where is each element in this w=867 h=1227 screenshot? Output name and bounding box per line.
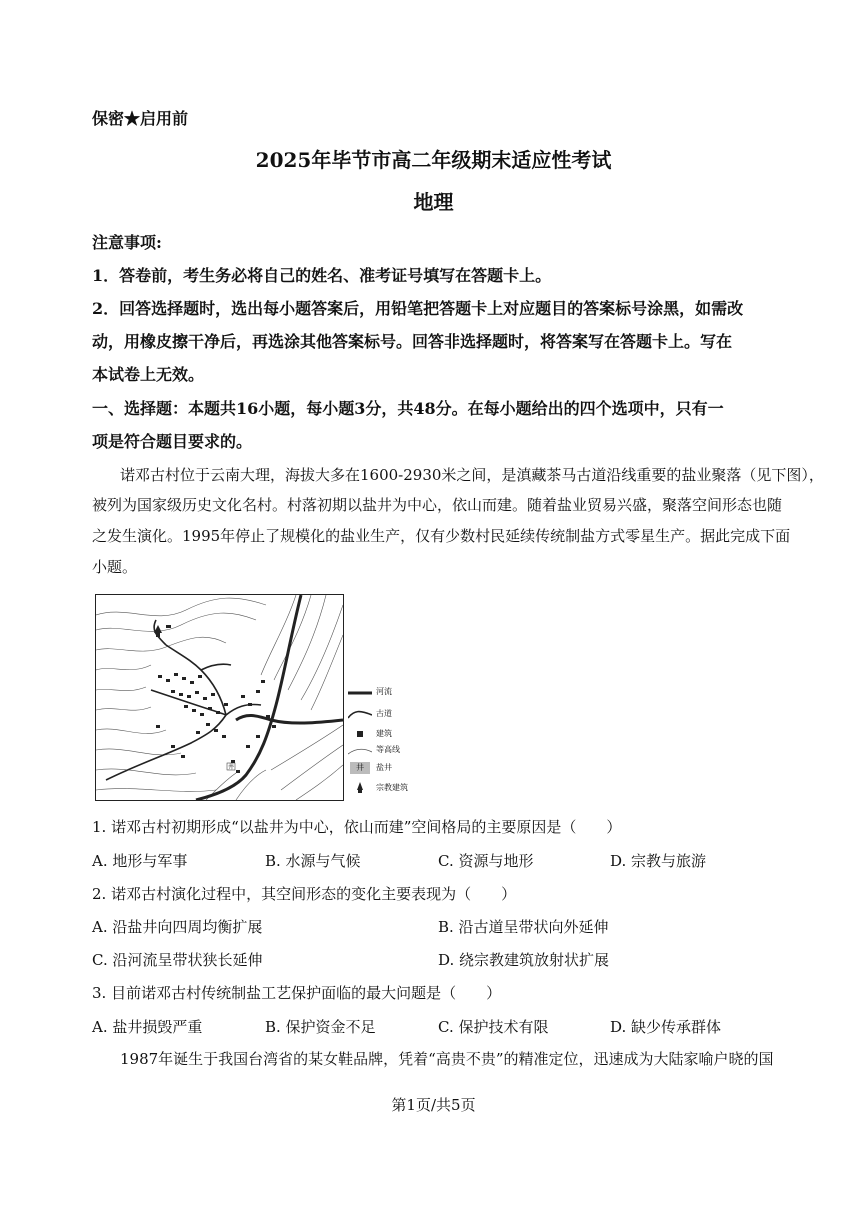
road-symbol-icon (348, 710, 372, 720)
question-1-option-a[interactable]: A. 地形与军事 (92, 852, 188, 870)
question-2-option-b[interactable]: B. 沿古道呈带状向外延伸 (438, 918, 609, 936)
legend-building: 建筑 (346, 728, 436, 742)
salt-well-symbol-icon: 井 (350, 762, 370, 774)
legend-salt-well: 井 盐井 (346, 762, 436, 776)
question-2-option-d[interactable]: D. 绕宗教建筑放射状扩展 (438, 951, 610, 969)
question-3-stem: 3. 目前诺邓古村传统制盐工艺保护面临的最大问题是（ ） (92, 984, 502, 1002)
temple-marker (154, 625, 162, 637)
building-symbol-icon (356, 730, 364, 738)
question-1-option-b[interactable]: B. 水源与气候 (265, 852, 361, 870)
question-3-option-a[interactable]: A. 盐井损毁严重 (92, 1018, 203, 1036)
river-symbol-icon (348, 690, 372, 696)
note-item-2-line-2: 动，用橡皮擦干净后，再选涂其他答案标号。回答非选择题时，将答案写在答题卡上。写在 (92, 332, 733, 351)
legend-religious-building: 宗教建筑 (346, 782, 436, 796)
passage-1-line-3: 之发生演化。1995年停止了规模化的盐业生产，仅有少数村民延续传统制盐方式零星生产。据此完成下面 (92, 527, 791, 545)
salt-well-marker (227, 763, 235, 771)
question-3-option-d[interactable]: D. 缺少传承群体 (610, 1018, 722, 1036)
question-1-option-d[interactable]: D. 宗教与旅游 (610, 852, 707, 870)
map-legend (346, 686, 436, 802)
river-lines (196, 595, 343, 800)
question-2-option-a[interactable]: A. 沿盐井向四周均衡扩展 (92, 918, 263, 936)
legend-road: 古道 (346, 708, 436, 722)
contour-symbol-icon (348, 746, 372, 756)
religious-building-symbol-icon (356, 782, 364, 794)
question-2-stem: 2. 诺邓古村演化过程中，其空间形态的变化主要表现为（ ） (92, 885, 517, 903)
village-map (95, 594, 344, 801)
legend-river: 河流 (346, 686, 436, 700)
note-item-1: 1．答卷前，考生务必将自己的姓名、准考证号填写在答题卡上。 (92, 266, 552, 285)
section-heading-line-2: 项是符合题目要求的。 (92, 432, 253, 451)
svg-text:井: 井 (227, 764, 235, 771)
question-3-option-c[interactable]: C. 保护技术有限 (438, 1018, 549, 1036)
question-2-option-c[interactable]: C. 沿河流呈带状狭长延伸 (92, 951, 263, 969)
section-heading-line-1: 一、选择题：本题共16小题，每小题3分，共48分。在每小题给出的四个选项中，只有一 (92, 399, 724, 418)
note-item-2-line-3: 本试卷上无效。 (92, 365, 205, 384)
page-number: 第1页/共5页 (391, 1096, 476, 1114)
passage-2-line-1: 1987年诞生于我国台湾省的某女鞋品牌，凭着“高贵不贵”的精准定位，迅速成为大陆家喻户晓的国 (120, 1050, 774, 1068)
exam-title: 2025年毕节市高二年级期末适应性考试 (255, 148, 612, 172)
note-item-2-line-1: 2．回答选择题时，选出每小题答案后，用铅笔把答题卡上对应题目的答案标号涂黑，如需改 (92, 299, 744, 318)
passage-1-line-4: 小题。 (92, 558, 138, 576)
passage-1-line-2: 被列为国家级历史文化名村。村落初期以盐井为中心，依山而建。随着盐业贸易兴盛，聚落空间形态也随 (92, 496, 783, 514)
question-1-option-c[interactable]: C. 资源与地形 (438, 852, 534, 870)
notes-heading: 注意事项: (92, 233, 162, 252)
question-1-stem: 1. 诺邓古村初期形成“以盐井为中心，依山而建”空间格局的主要原因是（ ） (92, 818, 622, 836)
confidential-mark: 保密★启用前 (92, 109, 189, 128)
question-3-option-b[interactable]: B. 保护资金不足 (265, 1018, 376, 1036)
legend-contour: 等高线 (346, 744, 436, 758)
passage-1-line-1: 诺邓古村位于云南大理，海拔大多在1600-2930米之间，是滇藏茶马古道沿线重要的盐业聚落（见下图）， (120, 466, 824, 484)
village-map-drawing (96, 595, 343, 800)
exam-subject: 地理 (413, 190, 454, 214)
